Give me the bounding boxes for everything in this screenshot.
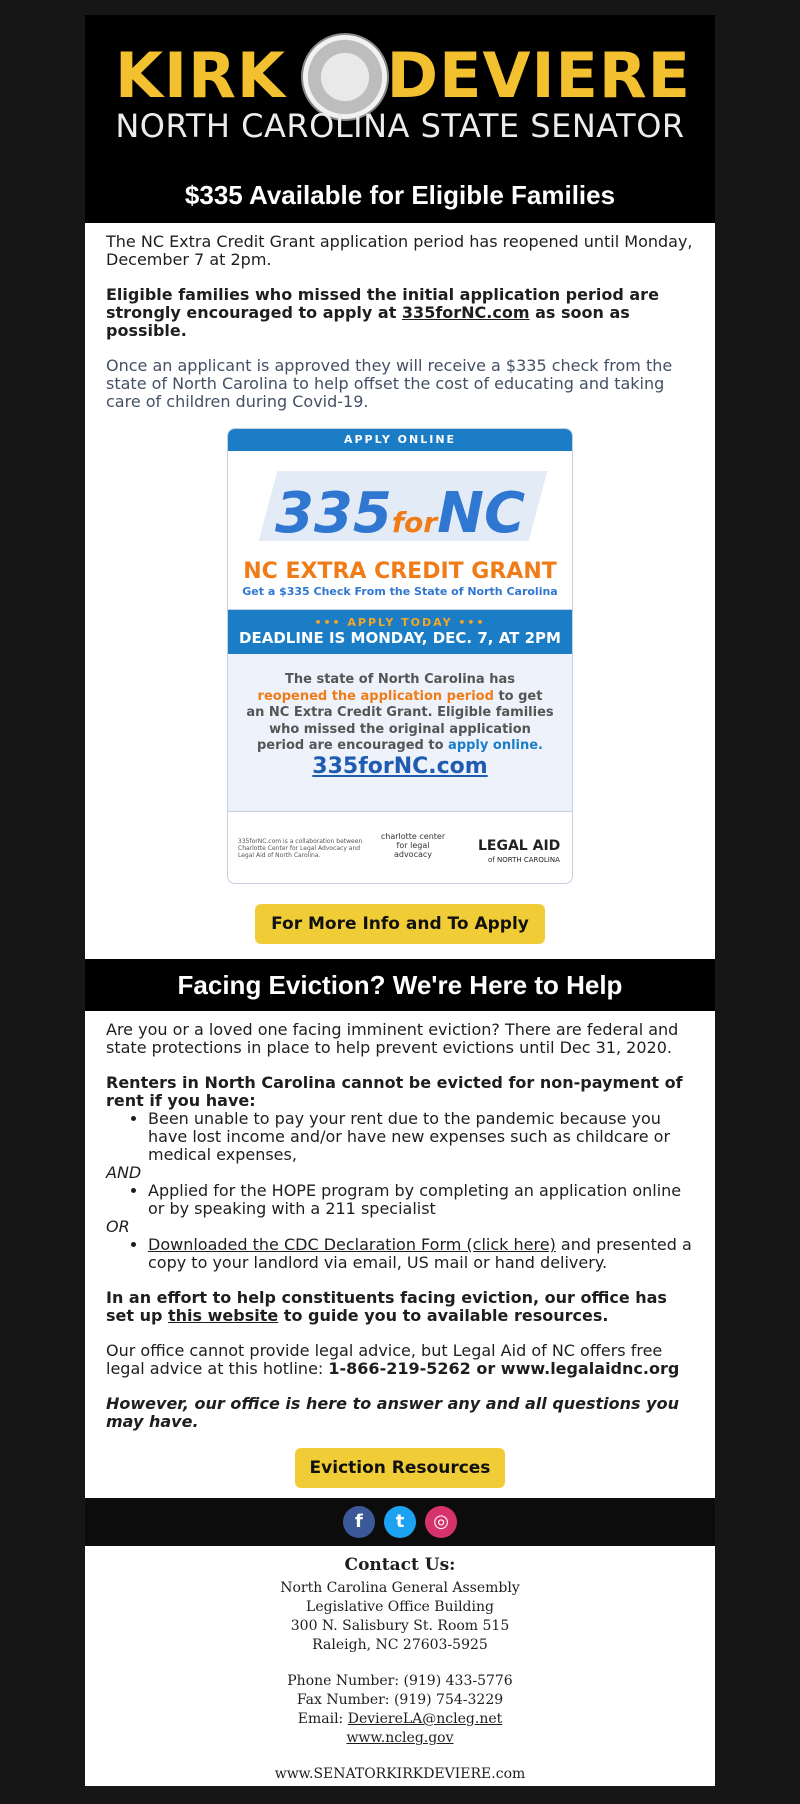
flyer-highlight: reopened the application period [257, 688, 494, 704]
resources-website-link[interactable]: this website [168, 1306, 279, 1325]
contact-email-line [85, 1710, 715, 1729]
facebook-icon[interactable]: f [343, 1506, 375, 1538]
legal-advice-text: Our office cannot provide legal advice, but Legal Aid of NC offers free legal advice at this hotline: [106, 1341, 663, 1378]
contact-line: North Carolina General Assembly [280, 1580, 520, 1596]
eviction-resources-button[interactable]: Eviction Resources [295, 1448, 505, 1488]
flyer-body-line: The state of North Carolina has [285, 672, 515, 687]
flyer-body-line: who missed the original application [269, 721, 531, 737]
flyer-footer [228, 812, 572, 880]
list-item [148, 1236, 694, 1272]
contact-line: 300 N. Salisbury St. Room 515 [290, 1618, 510, 1634]
questions-note: However, our office is here to answer any and all questions you may have. [106, 1394, 679, 1431]
flyer-body-line: an NC Extra Credit Grant. Eligible families [246, 705, 554, 720]
email-container [85, 15, 715, 1786]
website-note-text: In an effort to help constituents facing eviction, our office has set up [106, 1288, 667, 1325]
more-info-button[interactable]: For More Info and To Apply [255, 904, 545, 944]
flyer-body [228, 654, 572, 812]
contact-line: Legislative Office Building [306, 1599, 494, 1615]
flyer-grant-title: NC EXTRA CREDIT GRANT [243, 559, 557, 584]
email-label: Email: [297, 1711, 348, 1727]
grant-encourage-end: as soon as possible. [106, 303, 630, 340]
flyer-body-text: period are encouraged to [256, 738, 449, 753]
list-item: • Been unable to pay your rent due to the pandemic because you have lost income and/or have new expenses such as childcare or medical expenses, [148, 1110, 694, 1164]
cdc-form-link[interactable]: Downloaded the CDC Declaration Form (click here) [148, 1235, 556, 1254]
name-right: DEVIERE [386, 39, 691, 112]
logo-for: for [391, 506, 438, 539]
contact-phone: Phone Number: (919) 433-5776 [287, 1673, 513, 1689]
flyer-body-line [228, 738, 572, 755]
flyer-body-line [228, 689, 572, 706]
ncleg-link[interactable]: www.ncleg.gov [346, 1730, 454, 1746]
logo-num: 335 [274, 481, 392, 546]
legal-advice-note [106, 1342, 694, 1378]
email-link[interactable]: DeviereLA@ncleg.net [347, 1711, 503, 1727]
eviction-intro: Are you or a loved one facing imminent eviction? There are federal and state protections in place to help prevent evictions until Dec 31, 2020. [106, 1020, 679, 1057]
flyer-deadline: DEADLINE IS MONDAY, DEC. 7, AT 2PM [239, 629, 561, 647]
website-note-end: to guide you to available resources. [278, 1306, 609, 1325]
eviction-list-1 [106, 1110, 694, 1164]
senator-subtitle: NORTH CAROLINA STATE SENATOR [115, 107, 685, 145]
contact-fax: Fax Number: (919) 754-3229 [296, 1692, 504, 1708]
list-item: • Applied for the HOPE program by completing an application online or by speaking with a 211 specialist [148, 1182, 694, 1218]
legal-aid-logo: LEGAL AID [478, 838, 561, 854]
header-banner [85, 15, 715, 223]
eviction-list-2 [106, 1182, 694, 1218]
eviction-criteria: Renters in North Carolina cannot be evicted for non-payment of rent if you have: [106, 1073, 683, 1110]
grant-flyer[interactable] [227, 428, 573, 884]
logo-nc: NC [437, 481, 526, 546]
social-bar [85, 1498, 715, 1546]
flyer-grant-sub: Get a $335 Check From the State of North Carolina [242, 585, 558, 598]
contact-title: Contact Us: [344, 1555, 456, 1575]
instagram-icon[interactable]: ◎ [425, 1506, 457, 1538]
flyer-url: 335forNC.com [312, 753, 488, 779]
grant-details: Once an applicant is approved they will receive a $335 check from the state of North Carolina to help offset the cost of educating and taking care of children during Covid-19. [106, 356, 673, 411]
eviction-section [85, 1011, 715, 1498]
and-label: AND [106, 1163, 142, 1182]
ncleg-line [85, 1729, 715, 1748]
eviction-website-note [106, 1289, 694, 1325]
eviction-section-title: Facing Eviction? We're Here to Help [85, 959, 715, 1011]
flyer-apply-today: ••• APPLY TODAY ••• [314, 616, 486, 629]
eviction-list-3 [106, 1236, 694, 1272]
ccla-logo: charlotte center for legal advocacy [380, 832, 446, 859]
grant-encourage-text: Eligible families who missed the initial application period are strongly encouraged to apply at [106, 285, 659, 322]
grant-section-title: $335 Available for Eligible Families [184, 180, 616, 210]
or-label: OR [106, 1217, 130, 1236]
flyer-body-text: to get [493, 688, 543, 704]
flyer-apply-online-text: apply online. [448, 738, 543, 753]
grant-section [85, 223, 715, 959]
name-left: KIRK [115, 39, 286, 112]
contact-line: Raleigh, NC 27603-5925 [312, 1637, 488, 1653]
flyer-apply-online: APPLY ONLINE [228, 429, 572, 451]
grant-encourage [106, 286, 694, 340]
flyer-logo-text [228, 481, 572, 546]
335fornc-link[interactable]: 335forNC.com [401, 303, 530, 322]
grant-intro: The NC Extra Credit Grant application period has reopened until Monday, December 7 at 2pm. [106, 232, 693, 269]
flyer-deadline-band [228, 610, 572, 654]
flyer-logo [228, 451, 572, 610]
list-item-text: and presented a copy to your landlord via email, US mail or hand delivery. [148, 1235, 692, 1272]
contact-section [85, 1546, 715, 1786]
legal-aid-logo-sub: of NORTH CAROLINA [488, 856, 560, 864]
twitter-icon[interactable]: t [384, 1506, 416, 1538]
legal-aid-hotline: 1-866-219-5262 or www.legalaidnc.org [328, 1359, 680, 1378]
senator-website: www.SENATORKIRKDEVIERE.com [274, 1766, 526, 1782]
flyer-fine-print: 335forNC.com is a collaboration between Charlotte Center for Legal Advocacy and Legal Aid of North Carolina. [238, 838, 363, 859]
